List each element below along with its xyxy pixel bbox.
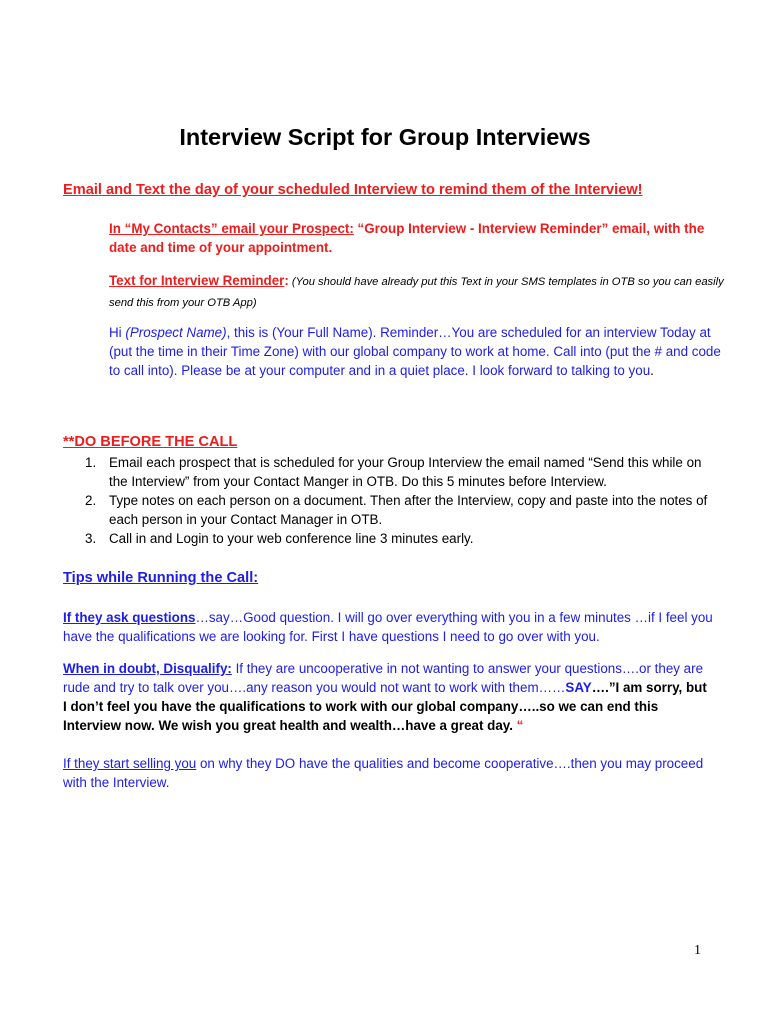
tip-ask-label: If they ask questions [63,610,196,625]
sms-prospect-name: (Prospect Name) [125,325,227,340]
tip-selling-text: on why they DO have the qualities and become cooperative….then you may proceed with the Interview. [63,756,704,790]
list-item [63,453,723,491]
step-number: 2. [85,493,97,508]
list-item [63,491,723,529]
sms-body: , this is (Your Full Name). Reminder…You are scheduled for an interview Today at (put the time in their Time Zone) with our global company to work at home. Call into (put the # and code to call into). Please be at your computer and in a quiet place. I look forward to talking to you [109,325,721,378]
sms-end: . [650,363,654,378]
tip-doubt-quote: ….”I am sorry, but I don’t feel you have the qualifications to work with our global company…..so we can end this Interview now. We wish you great health and wealth…have a great day. [63,680,707,733]
step-number: 3. [85,531,97,546]
do-before-steps [63,453,723,548]
email-reminder-heading: Email and Text the day of your scheduled Interview to remind them of the Interview! [63,182,643,198]
do-before-heading: **DO BEFORE THE CALL [63,434,238,450]
tip-ask-text: …say…Good question. I will go over everything with you in a few minutes …if I feel you have the qualifications we are looking for. First I have questions I need to go over with you. [63,610,713,644]
tip-disqualify [63,659,713,735]
tip-doubt-say: SAY [565,680,592,695]
step-text: Call in and Login to your web conference line 3 minutes early. [109,531,474,546]
tip-doubt-label: When in doubt, Disqualify: [63,661,232,676]
list-item [63,529,723,548]
my-contacts-instruction [109,219,729,257]
page-title: Interview Script for Group Interviews [179,124,591,150]
text-reminder-instruction [109,271,729,313]
step-text: Type notes on each person on a document. Then after the Interview, copy and paste into the notes of each person in your Contact Manager in OTB. [109,493,708,527]
sms-greeting: Hi [109,325,126,340]
text-reminder-colon: : [284,273,289,288]
text-reminder-note: (You should have already put this Text in your SMS templates in OTB so you can easily send this from your OTB App) [109,276,724,309]
tips-heading: Tips while Running the Call: [63,570,259,586]
tip-selling-label: If they start selling you [63,756,197,771]
tip-ask-questions [63,608,713,646]
my-contacts-label: In “My Contacts” email your Prospect: [109,221,354,236]
tip-doubt-end-quote: “ [516,718,524,733]
text-reminder-label: Text for Interview Reminder [109,273,285,288]
step-text: Email each prospect that is scheduled for your Group Interview the email named “Send this while on the Interview” from your Contact Manger in OTB. Do this 5 minutes before Interview. [109,455,702,489]
sms-message [109,323,729,380]
my-contacts-text: “Group Interview - Interview Reminder” email, with the date and time of your appointment. [109,221,705,255]
step-number: 1. [85,455,97,470]
page-number: 1 [694,943,701,958]
tip-selling [63,754,713,792]
tip-doubt-text: If they are uncooperative in not wanting to answer your questions….or they are rude and try to talk over you….any reason you would not want to work with them…… [63,661,704,695]
